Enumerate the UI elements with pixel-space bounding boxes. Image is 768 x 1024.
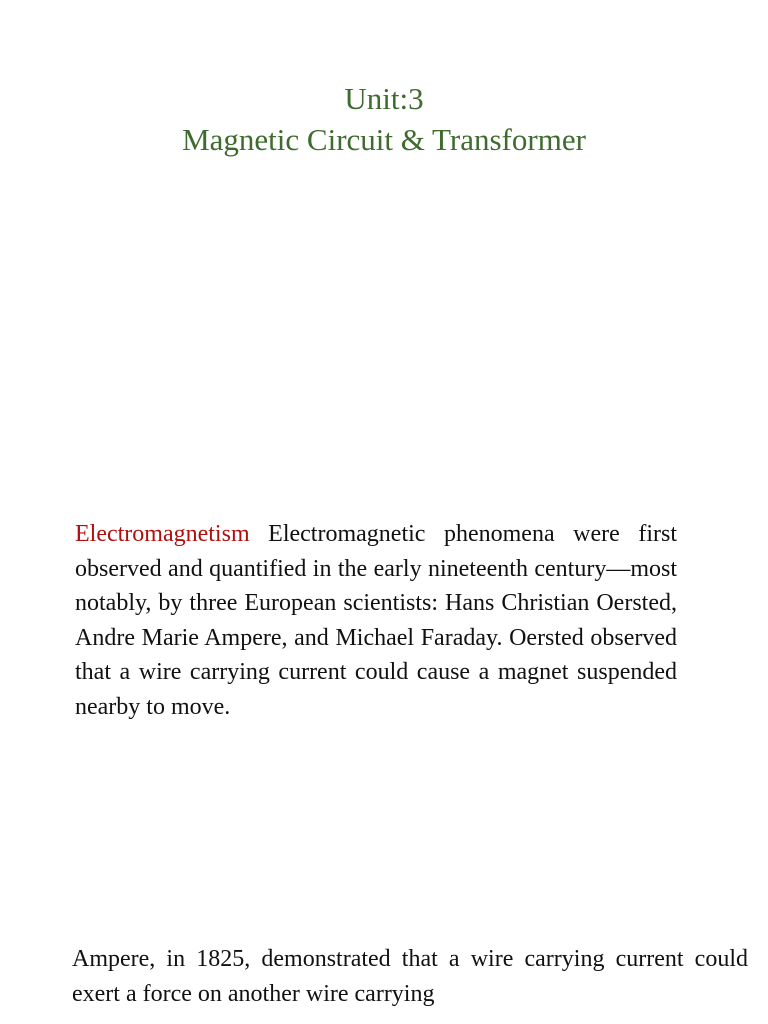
paragraph-text: Ampere, in 1825, demonstrated that a wire carrying current could exert a force on another wire carrying xyxy=(72,946,748,1007)
ampere-paragraph xyxy=(72,942,748,1011)
section-term: Electromagnetism xyxy=(75,521,250,547)
unit-label: Unit:3 xyxy=(344,81,424,116)
electromagnetism-paragraph xyxy=(75,517,677,724)
chapter-title: Magnetic Circuit & Transformer xyxy=(182,122,586,157)
paragraph-text: Electromagnetic phenomena were first observed and quantified in the early nineteenth century—most notably, by three European scientists: Hans Christian Oersted, Andre Marie Ampere, and Michael Faraday. Oersted observed that a wire carrying current could cause a magnet suspended nearby to move. xyxy=(75,521,678,720)
page-title xyxy=(0,78,768,160)
